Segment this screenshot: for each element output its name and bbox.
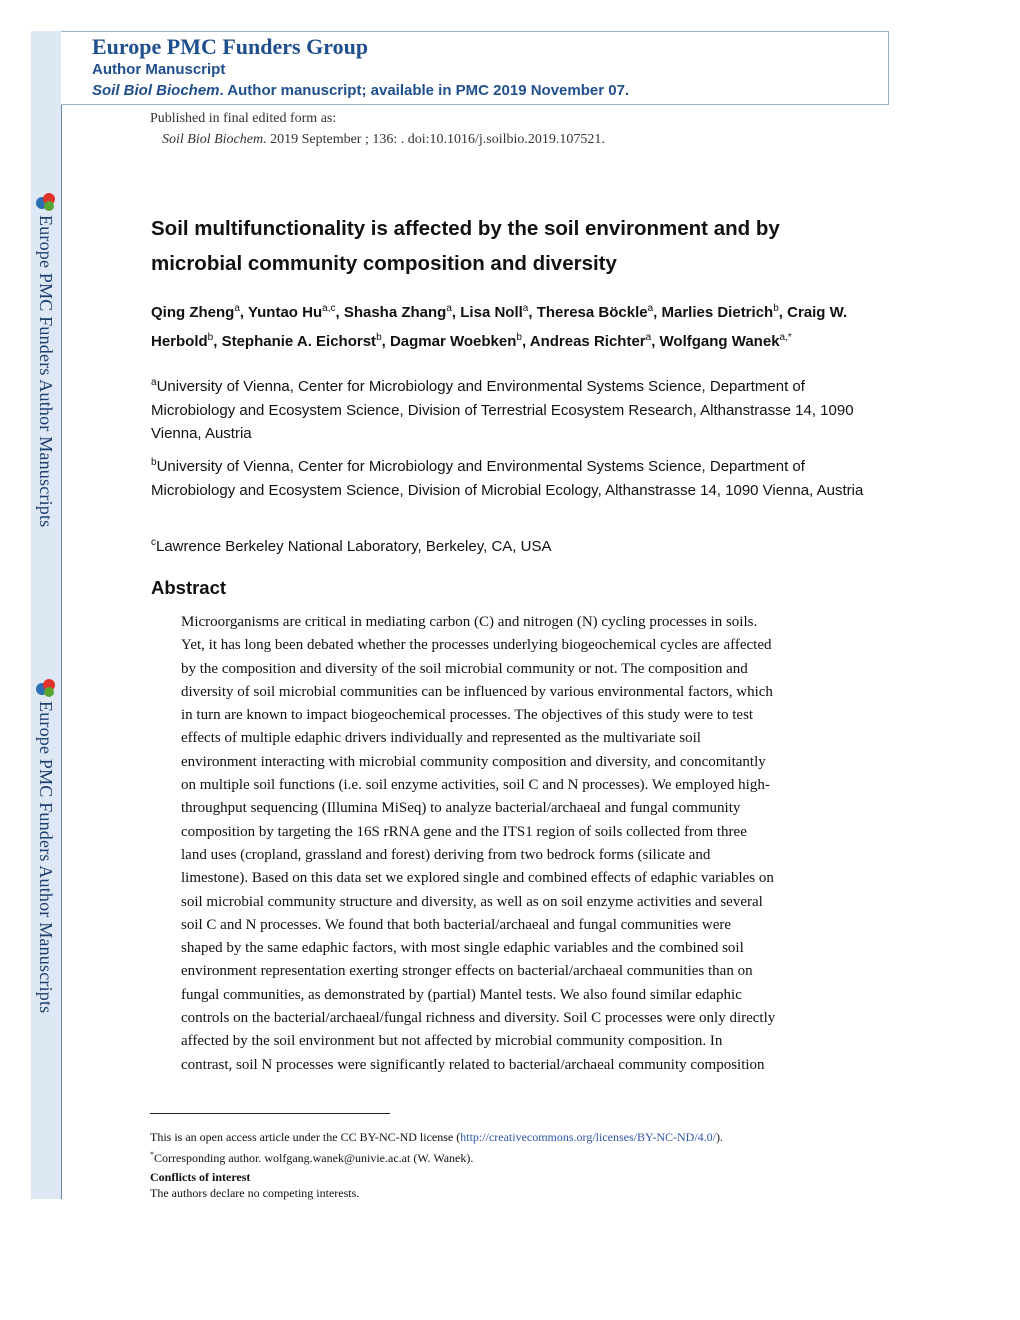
author-affiliation-mark: a bbox=[522, 303, 529, 314]
side-banner bbox=[31, 31, 62, 1199]
funders-group-title: Europe PMC Funders Group bbox=[92, 34, 369, 59]
abstract-line: Yet, it has long been debated whether the processes underlying biogeochemical cycles are affected bbox=[181, 637, 772, 654]
author-name: Lisa Noll bbox=[460, 304, 523, 321]
affiliation-text: University of Vienna, Center for Microbiology and Environmental Systems Science, Department of Microbiology and Ecosystem Science, Division of Microbial Ecology, Althanstrasse 14, 1090 Vienna, Austria bbox=[151, 458, 864, 499]
affiliation-mark: a bbox=[151, 377, 157, 388]
author-name: Wolfgang Wanek bbox=[659, 333, 780, 350]
article-title: Soil multifunctionality is affected by the soil environment and by microbial community composition and diversity bbox=[151, 217, 780, 275]
corresponding-text: Corresponding author. wolfgang.wanek@univie.ac.at (W. Wanek). bbox=[154, 1151, 474, 1165]
abstract-line: environment interacting with microbial community composition and diversity, and concomitantly bbox=[181, 753, 766, 770]
published-line: Published in final edited form as: bbox=[150, 111, 337, 126]
logo-green-dot bbox=[44, 201, 54, 211]
side-banner-upper bbox=[31, 191, 61, 671]
affiliation-a bbox=[151, 371, 873, 446]
author-affiliation-mark: a bbox=[645, 332, 652, 343]
author-affiliation-mark: a bbox=[446, 303, 452, 314]
abstract-line: composition by targeting the 16S rRNA gene and the ITS1 region of soils collected from three bbox=[181, 823, 747, 840]
author-affiliation-mark: b bbox=[376, 332, 382, 343]
license-text: This is an open access article under the CC BY-NC-ND license ( bbox=[150, 1130, 461, 1144]
abstract-line: fungal communities, as demonstrated by (partial) Mantel tests. We also found similar edaphic bbox=[181, 986, 742, 1003]
abstract-heading: Abstract bbox=[151, 577, 227, 598]
availability-text: . Author manuscript; available in PMC 2019 November 07. bbox=[219, 82, 630, 99]
abstract-line: effects of multiple edaphic drivers individually and represented as the multivariate soil bbox=[181, 730, 701, 747]
author-name: Shasha Zhang bbox=[343, 304, 447, 321]
affiliation-mark: b bbox=[151, 457, 157, 468]
abstract-line: contrast, soil N processes were significantly related to bacterial/archaeal community composition bbox=[181, 1056, 765, 1073]
abstract-line: soil microbial community structure and diversity, as well as on soil enzyme activities and several bbox=[181, 893, 763, 910]
author-name: Dagmar Woebken bbox=[389, 333, 517, 350]
license-link[interactable]: http://creativecommons.org/licenses/BY-NC-ND/4.0/ bbox=[460, 1130, 716, 1144]
license-footnote bbox=[150, 1130, 723, 1144]
affiliation-text: University of Vienna, Center for Microbiology and Environmental Systems Science, Department of Microbiology and Ecosystem Science, Division of Terrestrial Ecosystem Research, Althanstrasse 14, 1090 Vienna, Austria bbox=[151, 378, 854, 442]
logo-green-dot bbox=[44, 687, 54, 697]
author-list: Qing Zheng$^a$, Yuntao Hu$^{a,c}$, Shasha Zhang$^a$, Lisa Noll$^a$, Theresa Böckle$^a$, Marlies Dietrich$^b$, Craig W. Herbold$^b$, Stephanie A. Eichorst$^b$, Dagmar Woebken$^b$, Andreas Richter$^a$, Wolfgang Wanek$^{a,*}$ bbox=[151, 303, 848, 350]
author-affiliation-mark: a bbox=[647, 303, 654, 314]
abstract-line: Microorganisms are critical in mediating carbon (C) and nitrogen (N) cycling processes in soils. bbox=[181, 614, 758, 630]
journal-name: Soil Biol Biochem bbox=[92, 82, 220, 99]
author-name: Andreas Richter bbox=[529, 333, 646, 350]
corresponding-footnote bbox=[150, 1148, 473, 1165]
abstract-line: diversity of soil microbial communities can be influenced by various environmental factors, which bbox=[181, 683, 773, 700]
abstract-line: shaped by the same edaphic factors, with most single edaphic variables and the combined soil bbox=[181, 940, 744, 957]
manuscript-type: Author Manuscript bbox=[92, 61, 226, 78]
citation-details: . 2019 September ; 136: . doi:10.1016/j.soilbio.2019.107521. bbox=[263, 132, 605, 147]
affiliation-mark: c bbox=[151, 537, 156, 548]
affiliation-b bbox=[151, 451, 873, 502]
author-affiliation-mark: b bbox=[773, 303, 779, 314]
author-name: Stephanie A. Eichorst bbox=[221, 333, 377, 350]
author-name: Qing Zheng bbox=[151, 304, 235, 321]
author-affiliation-mark: b bbox=[516, 332, 522, 343]
abstract-text bbox=[181, 611, 846, 1077]
abstract-line: throughput sequencing (Illumina MiSeq) to analyze bacterial/archaeal and fungal community bbox=[181, 800, 741, 817]
abstract-line: soil C and N processes. We found that both bacterial/archaeal and fungal communities were bbox=[181, 916, 732, 933]
affiliation-text: Lawrence Berkeley National Laboratory, Berkeley, CA, USA bbox=[156, 538, 552, 555]
affiliation-c bbox=[151, 531, 873, 559]
abstract-line: limestone). Based on this data set we explored single and combined effects of edaphic variables on bbox=[181, 870, 774, 887]
abstract-line: in turn are known to impact biogeochemical processes. The objectives of this study were to test bbox=[181, 707, 754, 724]
abstract-line: controls on the bacterial/archaeal/fungal richness and diversity. Soil C processes were only directly bbox=[181, 1010, 776, 1027]
author-affiliation-mark: b bbox=[207, 332, 214, 343]
europe-pmc-logo-icon bbox=[35, 677, 57, 699]
publication-info bbox=[150, 108, 605, 150]
author-name: Yuntao Hu bbox=[247, 304, 323, 321]
footnote-divider bbox=[150, 1113, 390, 1114]
abstract-line: affected by the soil environment but not affected by microbial community composition. In bbox=[181, 1033, 723, 1050]
author-name: Marlies Dietrich bbox=[661, 304, 774, 321]
author-affiliation-mark: a,* bbox=[779, 332, 792, 343]
conflicts-heading bbox=[150, 1170, 250, 1184]
abstract-line: environment representation exerting stronger effects on bacterial/archaeal communities than on bbox=[181, 963, 753, 980]
europe-pmc-logo-icon bbox=[35, 191, 57, 213]
citation-journal: Soil Biol Biochem bbox=[162, 132, 264, 147]
side-banner-label: Europe PMC Funders Author Manuscripts bbox=[36, 215, 56, 528]
abstract-line: on multiple soil functions (i.e. soil enzyme activities, soil C and N processes). We employed high- bbox=[181, 777, 770, 794]
conflicts-text: The authors declare no competing interests. bbox=[150, 1186, 360, 1200]
corresponding-mark: * bbox=[150, 1150, 154, 1159]
abstract-line: land uses (cropland, grassland and forest) deriving from two bedrock forms (silicate and bbox=[181, 846, 711, 863]
availability-line bbox=[92, 82, 629, 99]
license-suffix: ). bbox=[716, 1130, 723, 1144]
author-affiliation-mark: a bbox=[234, 303, 240, 314]
side-banner-lower bbox=[31, 677, 61, 1157]
author-affiliation-mark: a,c bbox=[322, 303, 336, 314]
abstract-line: by the composition and diversity of the soil microbial community or not. The composition and bbox=[181, 660, 748, 677]
author-name: Craig W. Herbold bbox=[151, 304, 848, 350]
conflicts-heading-text: Conflicts of interest bbox=[150, 1170, 251, 1184]
side-banner-label: Europe PMC Funders Author Manuscripts bbox=[36, 701, 56, 1014]
citation bbox=[150, 129, 605, 150]
author-name: Theresa Böckle bbox=[536, 304, 648, 321]
